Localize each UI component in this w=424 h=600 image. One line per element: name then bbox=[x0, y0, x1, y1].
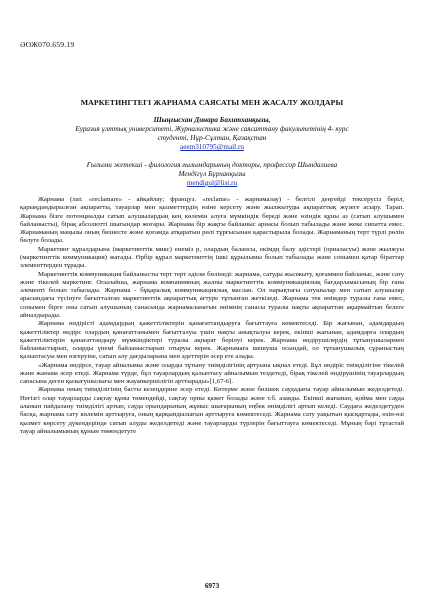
paragraph: Жарнама (лат. «reclamare» - айқайлау; француз. «reclame» - жарнамалау) - белгілі деңгейді тексерусіз беріл, қарыңдандырылған ақпаратты, тауарлар мен қызметтердің өзіне керсету және жылжытуды ақпараттық жүзеге асыру. Тарап. Жарнама бізге потенциалды сатып алушылардың кең көлемін алуға мүмкіндік береді және өзіндік құны аз (сатып алушымен байланысты), бірақ абсолютті шығындар жоғары. Жарнама бір жақты байланыс арнасы болып табылады және жеке сипатта емес. Жарнаманың маңызы оның бизнесте және қоғамда атқаратын рөлі тұрғысынан қарастырыла болады. Жарнаманың терт түрлі рөлін бөлуге болады. bbox=[20, 196, 404, 245]
paragraph: Жарнама оның тиімділігінің басты кезеңдеріне әсер етеді. Көтерме және бөлшек саудадағы тауар айналымын жеделдетеді. Неғізгі олар тауарларды сақтау құны төмендейді, сақтау орны қажет болады және т.б. азаяды. Екінші жағынан, қойма мен сауда аланын пайдалану тиімділігі артып, сауда орындарының жұмыс шығарының еңбек өнімділігі артып келеді. Саудаға жеделдетуден басқа, жарнама сату көлемін арттыруға, оның қарқындылығын арттыруға көмектеседі. Жарнама сату уақытын қысқартады, өзін-өзі қызмет көрсету дүкендерінде сатып алуды жеделдетеді және тауарларды түрлерін бағыттауға көмектеседі. Мұның бәрі тұтастай тауар айналымының құнын төмендетуге bbox=[20, 386, 404, 435]
paragraph: Жарнама өндірісті адамдардың қажеттіліктерін қанағаттандыруға бағыттауға көмектеседі. Бір жағынан, адамдардың қажеттіліктер өндірс олардың қанағаттанымен бағытталуы үшін нақты анықталуы керек, екінші жағынан, адамдарға олардың қажеттіліктерін қанағаттандыру мүмкіндіктері туралы ақпарат берілуі керек. Жарнама өндірушілердің тұтынушылармен байланыстырып, оларды үнемі байланыстырып отыруы керек. Жарнамаға шешуша осындай, ол тұтынушылық сұраныстың қалыптасуы мен өзгеруіне, сатып алу дағдыларына мен әдеттерін әсер ете алады. bbox=[20, 320, 404, 361]
paragraph: «Жарнама өндірсе, тауар айналымы және оларды тұтыну тиімділігінің артуына ықпал етеді. Бұл өндіріс тиімділігіне тікелей және жанама әсер етеді. Жарнама түрде, бұл тауарлардың қалыптасу айналымын тездетеді, бірақ тікелей өндірушінің тауарлардың сапасына деген қызығушылығы мен жауапкершілігін арттырады»[1,67-6]. bbox=[20, 361, 404, 386]
author-email-link[interactable]: aeem310795@mail.ru bbox=[180, 143, 244, 151]
author-name: Шыңғысхан Динара Бахитханқызы, bbox=[153, 116, 271, 124]
author-email-row bbox=[20, 143, 404, 152]
supervisor-email-link[interactable]: mendigul@list.ru bbox=[186, 179, 238, 187]
supervisor-email-row bbox=[20, 179, 404, 188]
udc-code: ӘОЖ070.659.19 bbox=[20, 40, 75, 49]
supervisor-line2: Мендігүл Бұрханқызы bbox=[178, 170, 246, 178]
author-affiliation-line1: Еуразия ұлттық университеті, Журналистика және саясаттану факультетінің 4- курс bbox=[75, 125, 349, 133]
article-body bbox=[20, 196, 404, 436]
paragraph: Маркетинг құралдарына (маркетинттік микс) енеміз р, олардың балансы, екімдң балу әдістері (орналасуы) және жылжуы (маркетинттік коммуникация) жатады. Өрбір құрал маркетинттің ішкі құрылымы болып табылады және сонымен қатар біраттар элементтерден тұрады. bbox=[20, 245, 404, 270]
author-affiliation-line2: студенті, Нұр-Сұлтан, Қазақстан bbox=[157, 134, 267, 142]
paragraph: Маркетинттік коммуникация байланысты терт терт әдіске бөлінеді: жарнама, сатуды жылжыту, қоғаммен байланыс, және сату және тікелей маркетинг. Осылайша, жарнама компанияның жалпы маркетинттік коммуникациялық бағдарламасының бір ғана элементі болып табылады. Жарнама - бұқаралық коммуникациялық маслан. Ол нарықтағы сатушылар мен сатып алушылар арасындағы түсінуге бағытталған маркетинттік ақпараттық ағтуре тұтынған жеткізеді. Жарнама тек өнімдер туралы ғана емес, сонымен бірге оны сатып алушының санасында жарнамаланатын өнімнің санасы туралы нақты ақпараттан ақырмайтын белеге айналдырады. bbox=[20, 270, 404, 319]
supervisor-line1: Ғылыми жетекші - филология ғылымдарының докторы, профессор Шындалиева bbox=[86, 161, 338, 169]
page-number: 6973 bbox=[204, 582, 220, 590]
article-title: МАРКЕТИНГТЕГІ ЖАРНАМА САЯСАТЫ МЕН ЖАСАЛУ ЖОЛДАРЫ bbox=[80, 98, 344, 107]
